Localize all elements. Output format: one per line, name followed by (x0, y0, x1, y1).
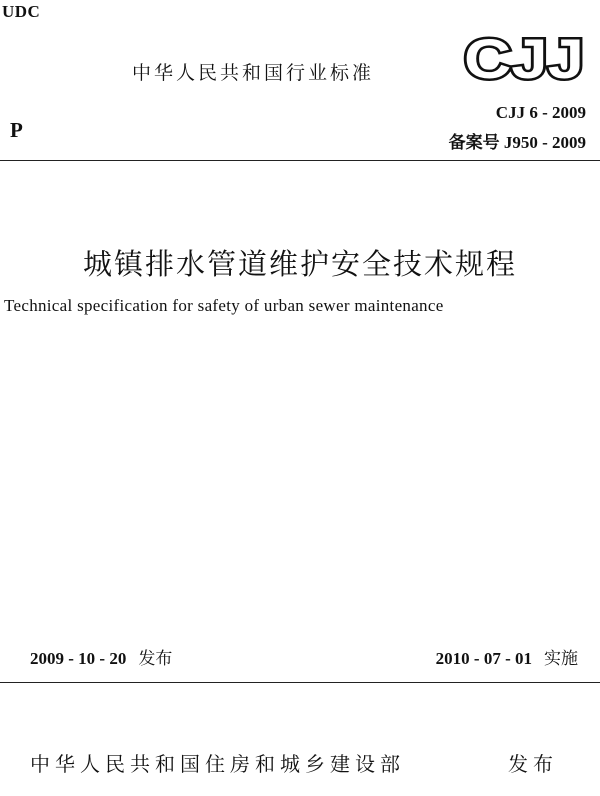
category-letter: P (10, 118, 23, 142)
issuer-action: 发布 (508, 752, 558, 776)
udc-label: UDC (2, 2, 41, 21)
implement-line (436, 644, 578, 669)
bottom-divider (0, 682, 600, 683)
standard-code: CJJ 6 - 2009 (495, 103, 586, 122)
issue-label: 发布 (138, 649, 173, 669)
cjj-logo (462, 28, 586, 86)
svg-text:CJJ: CJJ (464, 28, 584, 86)
title-chinese: 城镇排水管道维护安全技术规程 (82, 247, 517, 281)
issue-date: 2009 - 10 - 20 (30, 649, 127, 668)
issuer-name: 中华人民共和国住房和城乡建设部 (30, 752, 405, 776)
top-divider (0, 160, 600, 161)
title-english: Technical specification for safety of urban sewer maintenance (4, 296, 444, 315)
implement-label: 实施 (544, 649, 578, 669)
record-number: 备案号 J950 - 2009 (448, 133, 586, 152)
issue-line (30, 644, 172, 669)
standard-type: 中华人民共和国行业标准 (132, 62, 375, 84)
implement-date: 2010 - 07 - 01 (435, 649, 532, 668)
